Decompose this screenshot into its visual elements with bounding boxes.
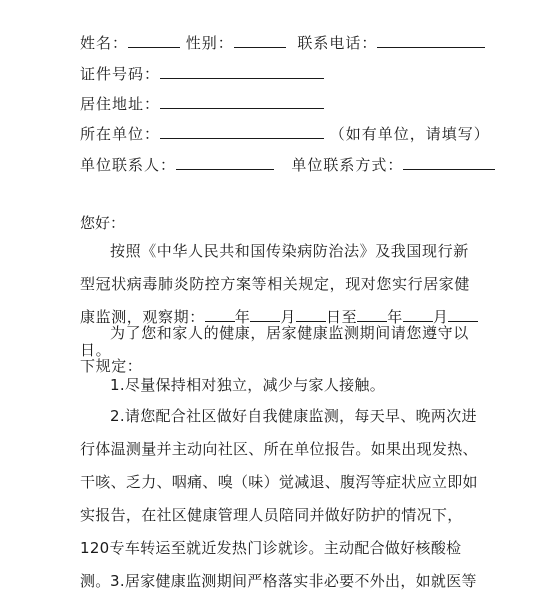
gender-field[interactable] [234,31,286,48]
end-month-label: 月 [432,308,449,326]
phone-field[interactable] [377,31,485,48]
unit-field[interactable] [160,122,324,139]
id-field[interactable] [160,62,324,79]
phone-label: 联系电话： [297,34,378,52]
name-field[interactable] [128,31,180,48]
end-day-label: 日。 [80,341,112,359]
start-month-label: 月 [280,308,297,326]
unit-contact-label: 单位联系人： [80,156,177,174]
start-year-label: 年 [234,308,251,326]
greeting: 您好： [80,214,126,232]
name-label: 姓名： [80,34,129,52]
address-field[interactable] [160,92,324,109]
form-row-unit-contact [80,153,495,176]
id-label: 证件号码： [80,65,161,83]
rule-item-3: 3.居家健康监测期间严格落实非必要不外出，如就医等 [110,572,477,590]
rule-item-1: 1.尽量保持相对独立，减少与家人接触。 [110,376,386,394]
form-row-unit [80,122,490,145]
paragraph-observation-text: 按照《中华人民共和国传染病防治法》及我国现行新型冠状病毒肺炎防控方案等相关规定，现对您实行居家健康监测，观察期： [80,242,471,326]
end-year-label: 年 [387,308,403,326]
unit-note: （如有单位，请填写） [329,125,490,143]
unit-contact-method-label: 单位联系方式： [291,156,404,174]
unit-label: 所在单位： [80,125,161,143]
unit-contact-field[interactable] [176,153,274,170]
form-row-id [80,62,324,85]
start-day-label: 日至 [326,308,358,326]
paragraph-rules-intro: 为了您和家人的健康，居家健康监测期间请您遵守以下规定： [80,324,469,375]
rule-item-2: 2.请您配合社区做好自我健康监测，每天早、晚两次进行体温测量并主动向社区、所在单位报告。如果出现发热、干咳、乏力、咽痛、嗅（味）觉减退、腹泻等症状应立即如实报告，在社区健康管理人员陪同并做好防护的情况下，120专车转运至就近发热门诊就诊。主动配合做好核酸检测。 [80,407,478,590]
unit-contact-method-field[interactable] [403,153,495,170]
form-row-address [80,92,324,115]
address-label: 居住地址： [80,95,161,113]
gender-label: 性别： [185,34,234,52]
form-row-personal [80,31,485,54]
